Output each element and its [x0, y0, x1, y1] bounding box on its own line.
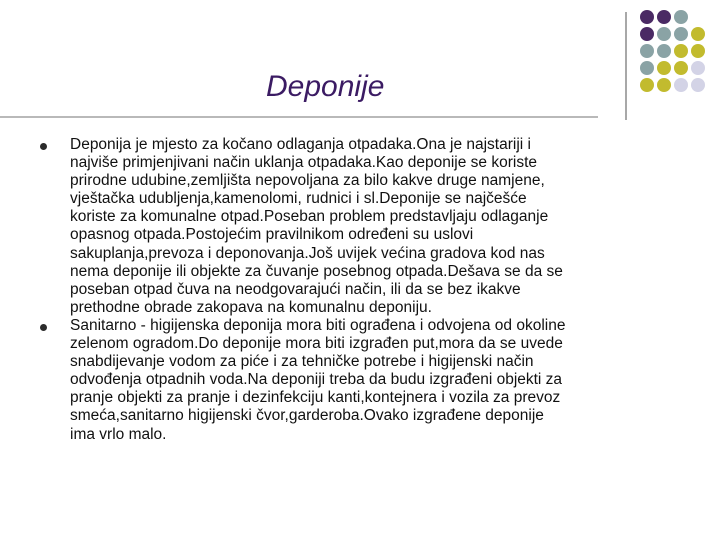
- decorative-dot: [674, 44, 688, 58]
- decorative-dot: [691, 44, 705, 58]
- title-divider: [0, 116, 598, 118]
- decorative-dot: [691, 78, 705, 92]
- slide-title: Deponije: [266, 70, 385, 103]
- decorative-dot-grid: [640, 10, 720, 110]
- bullet-text: Deponija je mjesto za kočano odlaganja otpadaka.Ona je najstariji i najviše primjenjivani način uklanja otpadaka.Kao deponije se koriste prirodne udubine,zemljišta nepovoljana za bilo kakve druge namjene, vještačka udubljenja,kamenolomi, rudnici i sl.Deponije se najčešće koriste za komunalne otpad.Poseban problem predstavljaju odlaganje opasnog otpada.Postojećim pravilnikom određeni su uslovi sakuplanja,prevoza i deponovanja.Još uvijek većina gradova kod nas nema deponije ili objekte za čuvanje posebnog otpada.Dešava se da se poseban otpad čuva na neodgovarajući način, ili da se bez ikakve prethodne obrade zakopava na komunalnu deponiju.: [70, 136, 563, 316]
- decorative-dot: [691, 27, 705, 41]
- decorative-dot: [640, 27, 654, 41]
- list-item: [40, 136, 690, 317]
- decorative-dot: [657, 61, 671, 75]
- decorative-dot: [674, 10, 688, 24]
- decorative-dot: [640, 44, 654, 58]
- decorative-dot: [691, 61, 705, 75]
- decorative-dot: [640, 10, 654, 24]
- list-item: [40, 317, 690, 444]
- decorative-vertical-line: [625, 12, 627, 120]
- decorative-dot: [657, 44, 671, 58]
- decorative-dot: [640, 78, 654, 92]
- decorative-dot: [640, 61, 654, 75]
- decorative-dot: [674, 27, 688, 41]
- bullet-text: Sanitarno - higijenska deponija mora biti ograđena i odvojena od okoline zelenom ogradom.Do deponije mora biti izgrađen put,mora da se uvede snabdijevanje vodom za piće i za tehničke potrebe i higijenski način odvođenja otpadnih voda.Na deponiji treba da budu izgrađeni objekti za pranje objekti za pranje i dezinfekciju kanti,kontejnera i vozila za prevoz smeća,sanitarno higijenski čvor,garderoba.Ovako izgrađene deponije ima vrlo malo.: [70, 316, 566, 443]
- bullet-dot-icon: [40, 143, 47, 150]
- decorative-dot: [657, 78, 671, 92]
- decorative-dot: [657, 27, 671, 41]
- bullet-list: [40, 136, 690, 444]
- decorative-dot: [674, 61, 688, 75]
- decorative-dot: [674, 78, 688, 92]
- bullet-dot-icon: [40, 324, 47, 331]
- decorative-dot: [657, 10, 671, 24]
